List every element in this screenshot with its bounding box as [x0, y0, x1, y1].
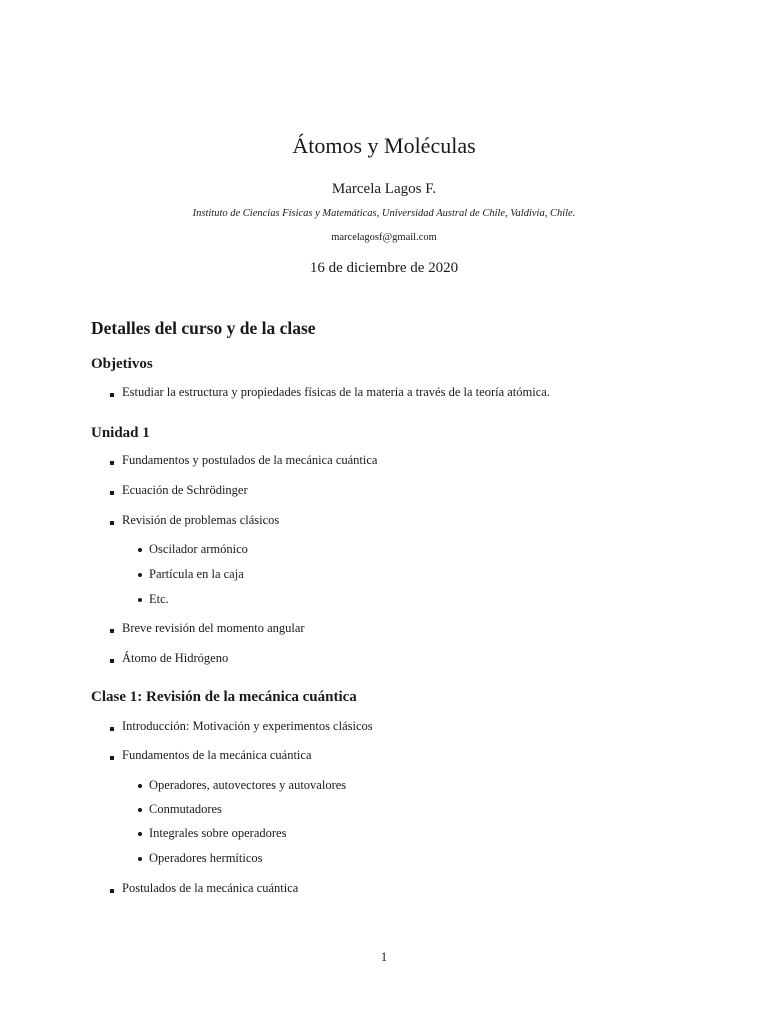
list-item-text: Breve revisión del momento angular [122, 621, 305, 635]
sub-list-item-text: Etc. [149, 592, 169, 606]
square-bullet-icon [110, 393, 114, 397]
subsection-heading-unidad-1: Unidad 1 [91, 425, 150, 441]
sub-list-item-text: Operadores hermíticos [149, 851, 263, 865]
sub-list-item-text: Oscilador armónico [149, 542, 248, 556]
section-heading: Detalles del curso y de la clase [91, 318, 316, 338]
document-date: 16 de diciembre de 2020 [309, 260, 459, 276]
list-item-text: Átomo de Hidrógeno [122, 651, 229, 665]
square-bullet-icon [110, 727, 114, 731]
dot-bullet-icon [138, 784, 142, 788]
subsection-heading-clase-1: Clase 1: Revisión de la mecánica cuántica [91, 689, 357, 705]
author-name: Marcela Lagos F. [331, 181, 437, 197]
sub-list-item-text: Operadores, autovectores y autovalores [149, 778, 347, 792]
subsection-heading-objetivos: Objetivos [91, 356, 153, 372]
dot-bullet-icon [138, 808, 142, 812]
page-number: 1 [380, 950, 388, 964]
square-bullet-icon [110, 756, 114, 760]
author-affiliation: Instituto de Ciencias Físicas y Matemáticas, Universidad Austral de Chile, Valdivia, Chile. [192, 208, 576, 219]
square-bullet-icon [110, 491, 114, 495]
list-item-text: Fundamentos de la mecánica cuántica [122, 748, 312, 762]
square-bullet-icon [110, 461, 114, 465]
list-item-text: Postulados de la mecánica cuántica [122, 881, 299, 895]
dot-bullet-icon [138, 857, 142, 861]
sub-list-item-text: Conmutadores [149, 802, 222, 816]
list-item-text: Revisión de problemas clásicos [122, 513, 280, 527]
list-item-text: Ecuación de Schrödinger [122, 483, 248, 497]
dot-bullet-icon [138, 598, 142, 602]
square-bullet-icon [110, 889, 114, 893]
document-title: Átomos y Moléculas [292, 133, 476, 158]
square-bullet-icon [110, 629, 114, 633]
square-bullet-icon [110, 659, 114, 663]
author-email: marcelagosf@gmail.com [331, 232, 437, 243]
dot-bullet-icon [138, 573, 142, 577]
list-item-text: Fundamentos y postulados de la mecánica cuántica [122, 453, 378, 467]
list-item-text: Estudiar la estructura y propiedades físicas de la materia a través de la teoría atómica. [122, 385, 550, 399]
sub-list-item-text: Integrales sobre operadores [149, 826, 287, 840]
sub-list-item-text: Partícula en la caja [149, 567, 244, 581]
dot-bullet-icon [138, 832, 142, 836]
square-bullet-icon [110, 521, 114, 525]
list-item-text: Introducción: Motivación y experimentos clásicos [122, 719, 373, 733]
dot-bullet-icon [138, 548, 142, 552]
